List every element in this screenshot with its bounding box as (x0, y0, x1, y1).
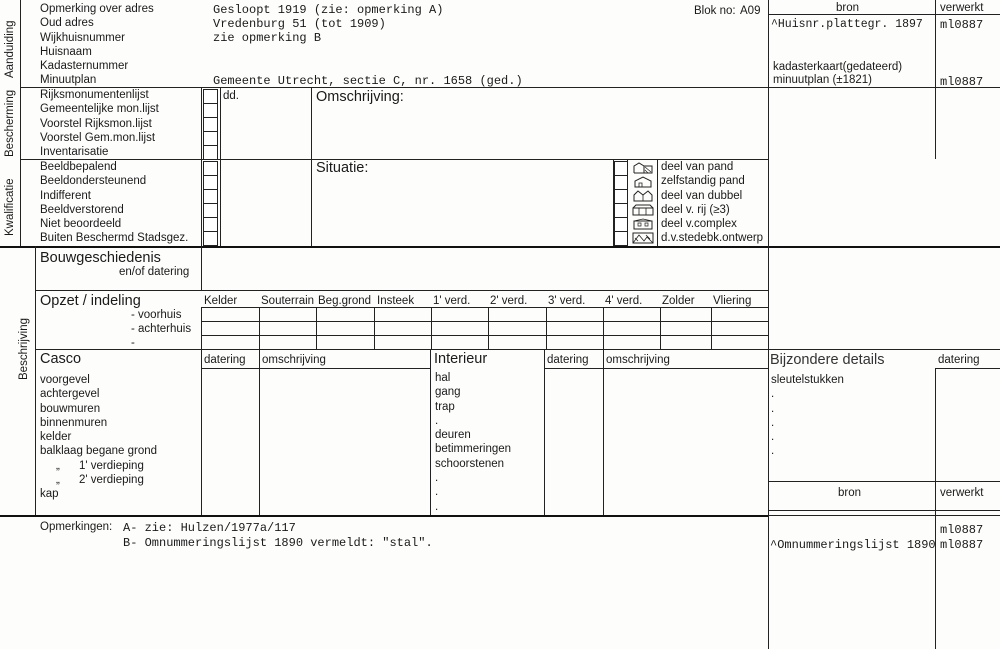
interieur-deuren: deuren (435, 429, 471, 442)
interieur-dot-2: . (435, 472, 439, 485)
col-souterrain: Souterrain (261, 295, 315, 307)
bouwgeschiedenis-heading: Bouwgeschiedenis (40, 250, 161, 266)
bron-header-bottom: bron (838, 487, 862, 499)
opzet-row-empty: - (131, 337, 135, 349)
casco-kelder: kelder (40, 431, 72, 444)
bijzondere-dot-4: . (771, 431, 775, 444)
label-voorstel-gem-mon: Voorstel Gem.mon.lijst (40, 131, 156, 144)
checkbox-deel-v-rij[interactable] (614, 203, 628, 218)
bijzondere-details-heading: Bijzondere details (770, 352, 885, 368)
label-deel-v-complex: deel v.complex (661, 218, 737, 231)
bron-huisnr-plattegr: ^Huisnr.plattegr. 1897 (771, 18, 923, 31)
interieur-trap: trap (435, 400, 455, 413)
house-row-icon (632, 204, 654, 216)
aanduiding-labels (40, 2, 154, 88)
interieur-schoorstenen: schoorstenen (435, 457, 505, 470)
bijzondere-dot-3: . (771, 416, 775, 429)
col-beg-grond: Beg.grond (318, 295, 372, 307)
col-insteek: Insteek (377, 295, 415, 307)
checkbox-voorstel-rijksmon[interactable] (203, 117, 218, 132)
interieur-items (435, 371, 511, 514)
checkbox-beeldverstorend[interactable] (203, 203, 218, 218)
label-minuutplan: Minuutplan (40, 74, 97, 87)
label-stedebk-ontwerp: d.v.stedebk.ontwerp (661, 232, 764, 245)
label-beeldondersteunend: Beeldondersteunend (40, 175, 147, 188)
casco-achtergevel: achtergevel (40, 388, 100, 401)
label-deel-van-dubbel: deel van dubbel (661, 189, 743, 202)
checkbox-zelfstandig-pand[interactable] (614, 175, 628, 190)
checkbox-niet-beoordeeld[interactable] (203, 217, 218, 232)
verwerkt-opm-1: ml0887 (940, 523, 984, 537)
checkbox-deel-van-dubbel[interactable] (614, 189, 628, 204)
situatie-heading: Situatie: (316, 160, 369, 176)
casco-kap: kap (40, 488, 59, 501)
house-complex-icon (632, 218, 654, 230)
house-standalone-icon (632, 176, 654, 188)
bron-omnummeringslijst: ^Omnummeringslijst 1890 (770, 538, 936, 552)
interieur-betimmeringen: betimmeringen (435, 443, 512, 456)
casco-bouwmuren: bouwmuren (40, 402, 101, 415)
bescherming-labels (40, 88, 159, 159)
interieur-hal: hal (435, 372, 451, 384)
omschrijving-heading: Omschrijving: (316, 89, 404, 105)
verwerkt-opm-2: ml0887 (940, 538, 984, 552)
bijzondere-sleutelstukken: sleutelstukken (771, 374, 844, 386)
interieur-dot-4: . (435, 500, 439, 513)
label-wijkhuisnummer: Wijkhuisnummer (40, 31, 125, 44)
col-1-verd: 1' verd. (433, 295, 471, 307)
verwerkt-minuutplan: ml0887 (940, 75, 984, 89)
casco-items (40, 373, 157, 502)
label-beeldverstorend: Beeldverstorend (40, 203, 124, 216)
casco-voorgevel: voorgevel (40, 374, 90, 386)
checkbox-voorstel-gem-mon[interactable] (203, 131, 218, 146)
bron-minuutplan: minuutplan (±1821) (773, 74, 873, 86)
pand-type-labels (661, 160, 763, 246)
section-label-beschrijving: Beschrijving (18, 318, 30, 380)
label-niet-beoordeeld: Niet beoordeeld (40, 218, 122, 231)
checkbox-stedebk-ontwerp[interactable] (614, 231, 628, 246)
opzet-row-voorhuis: - voorhuis (131, 309, 182, 321)
checkbox-deel-van-pand[interactable] (614, 161, 628, 176)
checkbox-indifferent[interactable] (203, 189, 218, 204)
casco-heading: Casco (40, 351, 82, 367)
label-opmerking-adres: Opmerking over adres (40, 3, 154, 15)
label-huisnaam: Huisnaam (40, 45, 92, 58)
col-4-verd: 4' verd. (605, 295, 643, 307)
casco-binnenmuren: binnenmuren (40, 416, 108, 429)
bron-kadasterkaart: kadasterkaart(gedateerd) (773, 61, 903, 73)
interieur-datering-header: datering (547, 354, 589, 366)
label-rijksmonumentenlijst: Rijksmonumentenlijst (40, 89, 149, 101)
interieur-gang: gang (435, 386, 461, 399)
bijzondere-items (771, 373, 844, 459)
urban-design-icon (632, 232, 654, 244)
col-kelder: Kelder (204, 295, 238, 307)
bron-header: bron (836, 2, 860, 14)
label-gemeentelijke-mon: Gemeentelijke mon.lijst (40, 103, 159, 116)
casco-balklaag: balklaag begane grond (40, 445, 158, 458)
bijzondere-datering-header: datering (938, 354, 980, 366)
interieur-dot-1: . (435, 414, 439, 427)
bijzondere-dot-5: . (771, 445, 775, 458)
label-kadasternummer: Kadasternummer (40, 60, 129, 73)
casco-2-verdieping: „ 2' verdieping (56, 474, 144, 487)
checkbox-deel-v-complex[interactable] (614, 217, 628, 232)
col-vliering: Vliering (713, 295, 752, 307)
dd-label: dd. (223, 90, 239, 102)
label-zelfstandig-pand: zelfstandig pand (661, 175, 745, 188)
value-opmerking-adres: Gesloopt 1919 (zie: opmerking A) (213, 3, 444, 17)
label-deel-van-pand: deel van pand (661, 161, 734, 173)
checkbox-inventarisatie[interactable] (203, 145, 218, 160)
section-label-aanduiding: Aanduiding (4, 20, 16, 78)
house-double-icon (632, 190, 654, 202)
interieur-dot-3: . (435, 486, 439, 499)
verwerkt-header: verwerkt (940, 2, 984, 14)
col-2-verd: 2' verd. (490, 295, 528, 307)
label-voorstel-rijksmon: Voorstel Rijksmon.lijst (40, 117, 152, 130)
blok-label: Blok no: (694, 5, 736, 17)
verwerkt-header-bottom: verwerkt (940, 487, 984, 499)
opmerking-a: A- zie: Hulzen/1977a/117 (123, 521, 296, 535)
interieur-heading: Interieur (434, 351, 488, 367)
checkbox-rijksmonumentenlijst[interactable] (203, 89, 218, 104)
opzet-row-achterhuis: - achterhuis (131, 323, 192, 335)
blok-number: A09 (740, 5, 761, 17)
checkbox-beeldondersteunend[interactable] (203, 175, 218, 190)
verwerkt-top: ml0887 (940, 18, 984, 32)
bijzondere-dot-1: . (771, 388, 775, 401)
casco-datering-header: datering (204, 354, 246, 366)
section-label-kwalificatie: Kwalificatie (4, 178, 16, 236)
label-indifferent: Indifferent (40, 189, 91, 202)
label-inventarisatie: Inventarisatie (40, 146, 109, 159)
opzet-indeling-heading: Opzet / indeling (40, 293, 141, 309)
casco-1-verdieping: „ 1' verdieping (56, 459, 144, 472)
opmerkingen-label: Opmerkingen: (40, 521, 113, 533)
section-label-bescherming: Bescherming (4, 89, 16, 157)
checkbox-buiten-beschermd[interactable] (203, 231, 218, 246)
label-buiten-beschermd: Buiten Beschermd Stadsgez. (40, 232, 189, 245)
en-of-datering-label: en/of datering (119, 266, 190, 278)
opmerking-b: B- Omnummeringslijst 1890 vermeldt: "stal". (123, 536, 433, 550)
value-oud-adres: Vredenburg 51 (tot 1909) (213, 17, 386, 31)
col-3-verd: 3' verd. (548, 295, 586, 307)
label-beeldbepalend: Beeldbepalend (40, 161, 117, 173)
interieur-omschrijving-header: omschrijving (606, 354, 670, 366)
kwalificatie-labels (40, 160, 188, 246)
label-oud-adres: Oud adres (40, 17, 94, 30)
col-zolder: Zolder (662, 295, 695, 307)
house-part-icon (632, 162, 654, 174)
value-wijkhuisnummer: zie opmerking B (213, 31, 322, 45)
checkbox-gemeentelijke-mon[interactable] (203, 103, 218, 118)
label-deel-v-rij: deel v. rij (≥3) (661, 203, 730, 216)
bijzondere-dot-2: . (771, 402, 775, 415)
value-minuutplan: Gemeente Utrecht, sectie C, nr. 1658 (ged.) (213, 74, 523, 88)
casco-omschrijving-header: omschrijving (262, 354, 326, 366)
checkbox-beeldbepalend[interactable] (203, 161, 218, 176)
